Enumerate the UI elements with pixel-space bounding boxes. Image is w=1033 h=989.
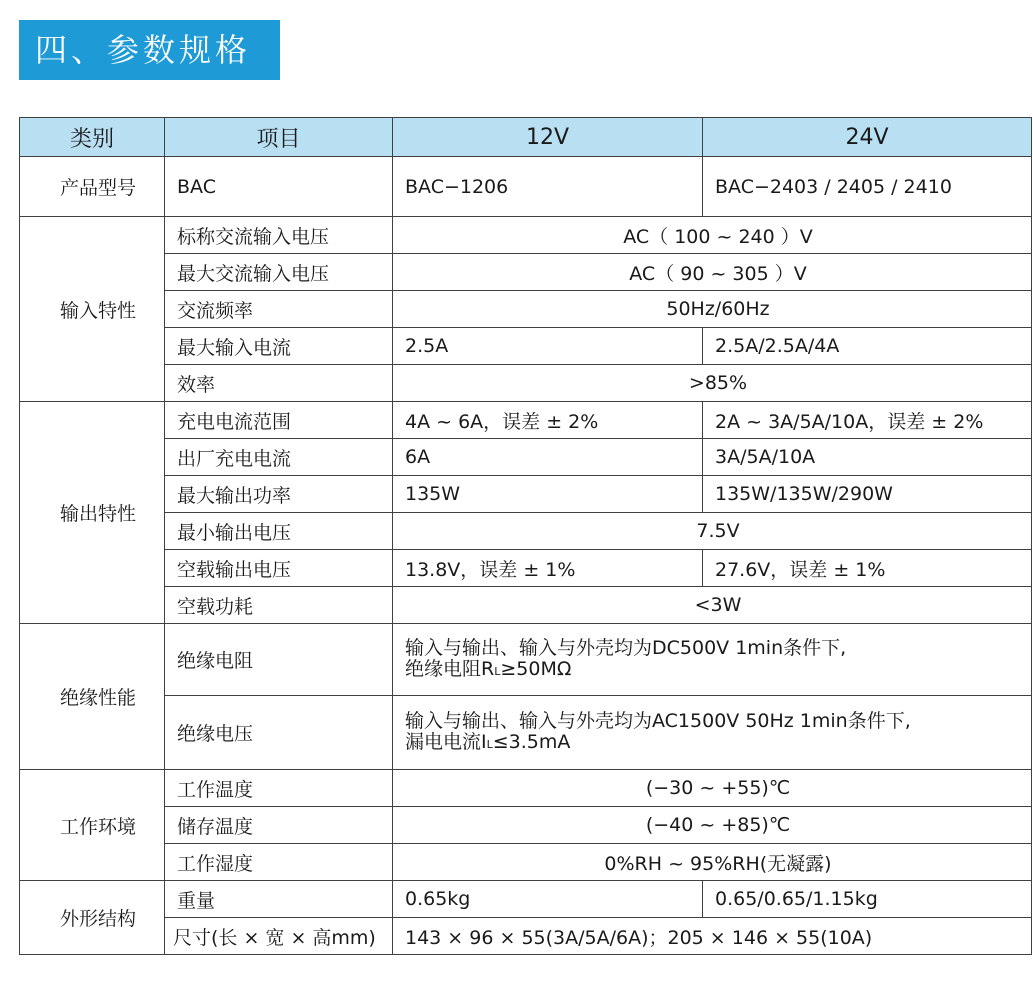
value-12v: 0.65kg: [393, 881, 703, 918]
value-24v: 135W/135W/290W: [703, 476, 1032, 513]
value-24v: 2.5A/2.5A/4A: [703, 328, 1032, 365]
value-merged: 50Hz/60Hz: [393, 291, 1032, 328]
value-24v: 2A ~ 3A/5A/10A，误差 ± 2%: [703, 402, 1032, 439]
insulation-voltage-line1: 输入与输出、输入与外壳均为AC1500V 50Hz 1min条件下,: [405, 709, 911, 732]
category-structure: 外形结构: [20, 881, 165, 955]
spec-table: [19, 117, 1032, 955]
category-environment: 工作环境: [20, 770, 165, 881]
value-merged: <3W: [393, 587, 1032, 624]
table-row: [20, 402, 1032, 439]
item-cell: 重量: [165, 881, 393, 918]
table-row: [20, 807, 1032, 844]
item-cell: 空载输出电压: [165, 550, 393, 587]
item-cell: 效率: [165, 365, 393, 402]
header-item: 项目: [165, 118, 393, 157]
table-row: [20, 513, 1032, 550]
item-cell: 充电电流范围: [165, 402, 393, 439]
value-merged: 0%RH ~ 95%RH(无凝露): [393, 844, 1032, 881]
item-cell: 绝缘电压: [165, 696, 393, 770]
item-cell: 空载功耗: [165, 587, 393, 624]
table-row: [20, 844, 1032, 881]
item-cell: 标称交流输入电压: [165, 217, 393, 254]
value-merged: AC（ 90 ~ 305 ）V: [393, 254, 1032, 291]
value-merged: [393, 696, 1032, 770]
value-merged: >85%: [393, 365, 1032, 402]
header-12v: 12V: [393, 118, 703, 157]
value-12v: 13.8V，误差 ± 1%: [393, 550, 703, 587]
table-row: [20, 881, 1032, 918]
table-row: [20, 476, 1032, 513]
item-cell: 工作湿度: [165, 844, 393, 881]
table-row: [20, 439, 1032, 476]
item-cell: 绝缘电阻: [165, 624, 393, 696]
category-insulation: 绝缘性能: [20, 624, 165, 770]
item-cell: 储存温度: [165, 807, 393, 844]
value-merged: AC（ 100 ~ 240 ）V: [393, 217, 1032, 254]
header-category: 类别: [20, 118, 165, 157]
item-cell: 交流频率: [165, 291, 393, 328]
value-24v: 27.6V，误差 ± 1%: [703, 550, 1032, 587]
value-merged: 143 × 96 × 55(3A/5A/6A)；205 × 146 × 55(10A): [393, 918, 1032, 955]
table-row: [20, 157, 1032, 217]
item-cell: 最大输入电流: [165, 328, 393, 365]
item-cell: 工作温度: [165, 770, 393, 807]
table-row: [20, 291, 1032, 328]
item-cell: 最大交流输入电压: [165, 254, 393, 291]
value-24v: BAC−2403 / 2405 / 2410: [703, 157, 1032, 217]
value-12v: BAC−1206: [393, 157, 703, 217]
value-merged: (−30 ~ +55)℃: [393, 770, 1032, 807]
table-row: [20, 550, 1032, 587]
value-12v: 2.5A: [393, 328, 703, 365]
category-input: 输入特性: [20, 217, 165, 402]
item-cell: 尺寸(长 × 宽 × 高mm): [165, 918, 393, 955]
category-model: 产品型号: [20, 157, 165, 217]
table-row: [20, 254, 1032, 291]
value-merged: [393, 624, 1032, 696]
value-12v: 4A ~ 6A，误差 ± 2%: [393, 402, 703, 439]
item-cell: 出厂充电电流: [165, 439, 393, 476]
table-row: [20, 217, 1032, 254]
value-12v: 135W: [393, 476, 703, 513]
value-merged: (−40 ~ +85)℃: [393, 807, 1032, 844]
table-row: [20, 918, 1032, 955]
item-cell: BAC: [165, 157, 393, 217]
header-24v: 24V: [703, 118, 1032, 157]
category-output: 输出特性: [20, 402, 165, 624]
section-title: 四、参数规格: [19, 20, 280, 80]
value-24v: 3A/5A/10A: [703, 439, 1032, 476]
table-row: [20, 624, 1032, 696]
value-12v: 6A: [393, 439, 703, 476]
value-24v: 0.65/0.65/1.15kg: [703, 881, 1032, 918]
item-cell: 最大输出功率: [165, 476, 393, 513]
table-row: [20, 770, 1032, 807]
insulation-resistance-line1: 输入与输出、输入与外壳均为DC500V 1min条件下,: [405, 636, 847, 659]
table-row: [20, 587, 1032, 624]
table-row: [20, 365, 1032, 402]
insulation-voltage-line2: 漏电电流IL≤3.5mA: [405, 730, 571, 753]
value-merged: 7.5V: [393, 513, 1032, 550]
item-cell: 最小输出电压: [165, 513, 393, 550]
table-row: [20, 696, 1032, 770]
table-header-row: [20, 118, 1032, 157]
insulation-resistance-line2: 绝缘电阻RL≥50MΩ: [405, 657, 572, 680]
table-row: [20, 328, 1032, 365]
